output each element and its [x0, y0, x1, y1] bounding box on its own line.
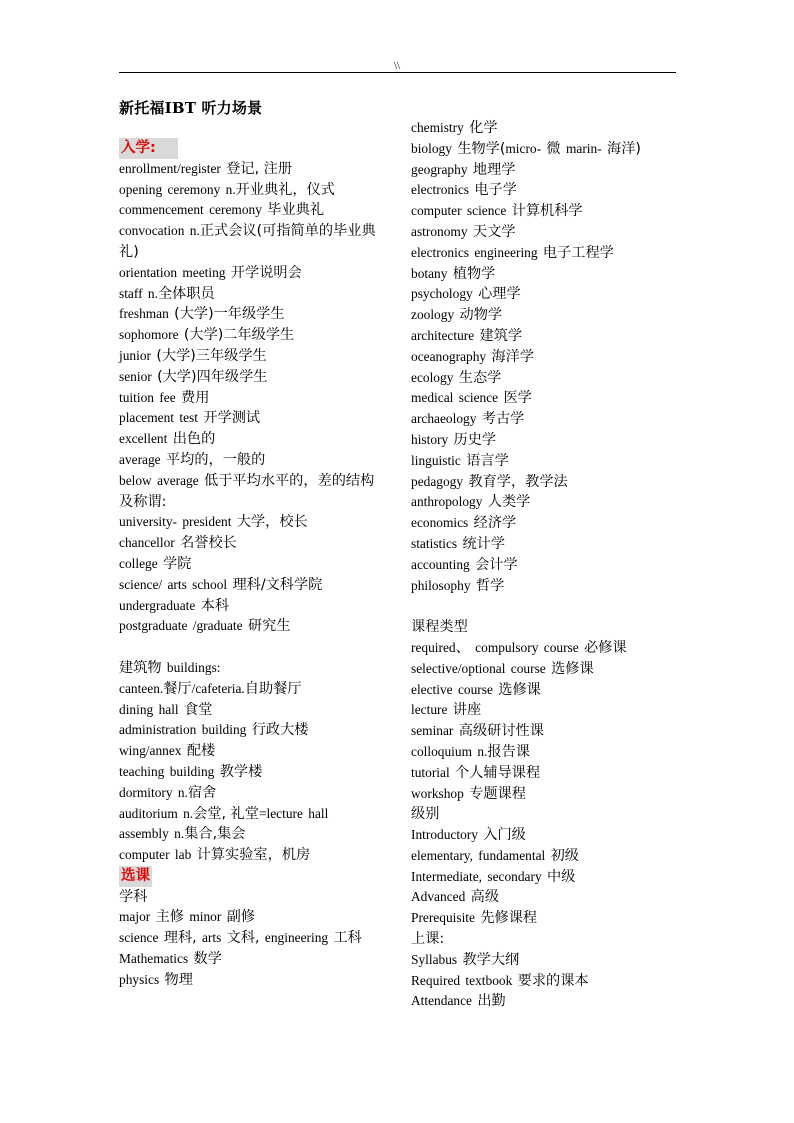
term-chinese: 统计学: [462, 535, 506, 552]
term-chinese: 自助餐厅: [244, 680, 302, 697]
term-chinese: 集合,集会: [184, 826, 246, 843]
term-chinese: 专题课程: [469, 785, 526, 802]
vocab-entry: [411, 742, 691, 763]
term-english: chemistry: [411, 120, 470, 135]
term-english: chancellor: [119, 535, 181, 551]
term-chinese: 中级: [546, 868, 576, 885]
term-chinese: 海洋学: [491, 348, 535, 365]
term-english: junior: [119, 347, 157, 363]
term-english: elementary, fundamental: [411, 847, 551, 863]
term-english: administration building: [119, 722, 252, 738]
term-english: medical science: [411, 390, 504, 406]
term-english: computer science: [411, 203, 512, 219]
term-chinese: 餐厅: [163, 680, 192, 697]
term-english: major: [119, 909, 156, 925]
term-english: =lecture hall: [258, 805, 329, 821]
term-english: orientation meeting: [119, 264, 231, 280]
term-english: excellent: [119, 431, 173, 447]
term-chinese: 数学: [193, 951, 222, 968]
term-english: oceanography: [411, 348, 492, 364]
term-chinese: 天文学: [472, 223, 516, 240]
vocab-entry: [411, 139, 691, 160]
vocab-entry: [119, 783, 387, 804]
term-chinese: 植物学: [452, 265, 496, 282]
page-title: 新托福IBT 听力场景: [119, 99, 263, 117]
vocab-entry: [119, 221, 387, 263]
term-english: /cafeteria.: [191, 680, 245, 696]
term-chinese: 开学说明会: [230, 264, 302, 281]
term-english: placement test: [119, 410, 204, 426]
term-chinese: 初级: [550, 847, 579, 864]
term-english: university- president: [119, 514, 237, 530]
subsection-heading-label: 级别: [411, 806, 440, 823]
term-chinese: 大学，校长: [236, 514, 308, 531]
vocab-entry: [119, 304, 387, 325]
term-chinese: 海洋): [607, 140, 641, 157]
term-chinese: 登记, 注册: [226, 160, 293, 177]
vocab-entry: [411, 430, 691, 451]
term-english: elective course: [411, 681, 499, 697]
subsection-heading: [411, 804, 691, 825]
term-english: economics: [411, 515, 474, 531]
term-english: astronomy: [411, 223, 473, 239]
term-english: lecture: [411, 702, 453, 718]
vocab-entry: [119, 200, 387, 221]
vocab-entry: [411, 867, 691, 888]
term-english: arts: [196, 930, 227, 946]
term-english: below average: [119, 472, 205, 488]
term-chinese: 动物学: [459, 307, 503, 324]
vocab-entry: [119, 658, 387, 679]
vocab-entry: [119, 845, 387, 866]
term-english: Introductory: [411, 827, 484, 843]
term-english: ecology: [411, 369, 459, 385]
term-english: minor: [183, 909, 227, 925]
term-english: college: [119, 555, 164, 571]
vocab-entry: [119, 159, 387, 180]
term-chinese: 入门级: [483, 827, 526, 844]
subsection-heading-label: 学科: [119, 888, 148, 905]
vocab-entry: [119, 533, 387, 554]
vocab-entry: [411, 472, 691, 493]
vocab-entry: [411, 680, 691, 701]
term-chinese: 高级: [470, 889, 500, 906]
term-english: tuition fee: [119, 389, 182, 405]
term-english: geography: [411, 161, 473, 177]
section-heading: [119, 138, 387, 159]
term-english: required: [411, 639, 456, 655]
term-english: philosophy: [411, 577, 476, 593]
vocab-entry: [411, 638, 691, 659]
vocab-entry: [119, 512, 387, 533]
vocab-entry: [411, 222, 691, 243]
vocab-entry: [411, 243, 691, 264]
term-english: Required textbook: [411, 972, 518, 988]
vocab-entry: [411, 534, 691, 555]
term-english: undergraduate: [119, 597, 201, 613]
term-english: Prerequisite: [411, 910, 481, 926]
vocab-entry: [119, 180, 387, 201]
term-chinese: 选修课: [551, 660, 594, 677]
vocab-entry: [119, 949, 387, 970]
term-chinese: 低于平均水平的，差的结构及称谓:: [119, 472, 375, 510]
term-chinese: 主修: [155, 909, 184, 926]
term-english: wing/annex: [119, 743, 187, 759]
term-chinese: 、: [455, 639, 470, 656]
term-english: accounting: [411, 556, 476, 572]
vocab-entry: [411, 305, 691, 326]
vocab-entry: [411, 950, 691, 971]
term-english: teaching building: [119, 763, 220, 779]
vocab-entry: [119, 554, 387, 575]
term-chinese: 本科: [200, 597, 230, 614]
term-english: Intermediate, secondary: [411, 868, 547, 884]
vocab-entry: [119, 388, 387, 409]
vocab-entry: [411, 887, 691, 908]
term-english: history: [411, 431, 454, 447]
term-english: compulsory course: [469, 639, 585, 655]
vocab-entry: [119, 346, 387, 367]
term-chinese: 工科: [333, 930, 362, 947]
term-english: seminar: [411, 723, 459, 739]
term-chinese: 物理: [164, 971, 193, 988]
term-chinese: 哲学: [475, 577, 505, 594]
term-english: workshop: [411, 785, 470, 801]
vocab-entry: [119, 804, 387, 825]
section-heading-label: 入学:: [119, 138, 178, 159]
term-chinese: 历史学: [453, 431, 497, 448]
blank-line: [119, 637, 387, 658]
term-chinese: 建筑物: [119, 659, 162, 676]
term-english: Advanced: [411, 889, 471, 905]
term-chinese: 学院: [163, 555, 192, 572]
term-english: commencement ceremony: [119, 202, 268, 218]
vocab-entry: [411, 763, 691, 784]
term-chinese: 食堂: [184, 701, 213, 718]
term-chinese: 先修课程: [480, 910, 538, 927]
term-chinese: (大学)二年级学生: [183, 327, 295, 344]
vocab-entry: [411, 264, 691, 285]
term-english: buildings:: [161, 659, 221, 675]
vocab-entry: [411, 991, 691, 1012]
term-chinese: 理科/文科学院: [232, 576, 323, 593]
vocab-entry: [411, 555, 691, 576]
term-chinese: 计算机科学: [511, 203, 583, 220]
vocab-entry: [119, 367, 387, 388]
term-chinese: 个人辅导课程: [455, 764, 541, 781]
term-english: enrollment/register: [119, 160, 227, 176]
vocab-entry: [119, 263, 387, 284]
term-chinese: 宿舍: [187, 784, 217, 801]
term-english: staff n.: [119, 285, 158, 301]
term-english: selective/optional course: [411, 660, 552, 676]
term-chinese: 平均的，一般的: [165, 451, 266, 468]
term-chinese: 讲座: [452, 702, 482, 719]
term-chinese: 医学: [503, 390, 532, 407]
term-chinese: (大学)三年级学生: [156, 347, 267, 364]
term-chinese: 建筑学: [479, 327, 523, 344]
term-english: colloquium n.: [411, 743, 488, 759]
term-chinese: 微: [546, 140, 561, 157]
blank-line: [411, 596, 691, 617]
term-chinese: 高级研讨性课: [458, 723, 544, 740]
term-chinese: (大学)四年级学生: [157, 368, 268, 385]
vocab-entry: [411, 659, 691, 680]
term-chinese: 经济学: [473, 515, 517, 532]
term-chinese: 要求的课本: [517, 972, 589, 989]
vocab-entry: [411, 409, 691, 430]
term-english: dormitory n.: [119, 784, 188, 800]
term-english: sophomore: [119, 327, 184, 343]
vocab-entry: [411, 513, 691, 534]
term-chinese: 教育学，教学法: [468, 473, 568, 490]
term-chinese: 费用: [181, 389, 210, 406]
term-english: Syllabus: [411, 951, 463, 967]
subsection-heading-label: 上课:: [411, 931, 445, 948]
vocab-entry: [119, 762, 387, 783]
term-english: senior: [119, 368, 158, 384]
term-english: auditorium n.: [119, 805, 194, 821]
vocab-entry: [411, 451, 691, 472]
term-chinese: 毕业典礼: [267, 202, 325, 219]
term-english: electronics engineering: [411, 244, 543, 260]
vocab-entry: [411, 721, 691, 742]
vocab-entry: [119, 907, 387, 928]
vocab-entry: [119, 679, 387, 700]
vocab-entry: [119, 824, 387, 845]
vocab-entry: [119, 720, 387, 741]
term-english: physics: [119, 971, 165, 987]
vocab-entry: [411, 201, 691, 222]
vocab-entry: [411, 784, 691, 805]
term-chinese: 考古学: [481, 411, 525, 428]
term-english: pedagogy: [411, 473, 469, 489]
term-english: convocation n.: [119, 223, 200, 239]
term-chinese: 行政大楼: [251, 722, 309, 739]
vocab-entry: [119, 325, 387, 346]
section-heading: [119, 866, 387, 887]
vocab-entry: [411, 368, 691, 389]
term-english: architecture: [411, 327, 480, 343]
vocab-entry: [119, 741, 387, 762]
vocab-entry: [119, 596, 387, 617]
term-chinese: 电子学: [474, 182, 517, 199]
term-chinese: 开业典礼，仪式: [235, 181, 335, 198]
term-english: micro-: [505, 140, 547, 156]
term-chinese: 报告课: [487, 743, 530, 760]
subsection-heading: [119, 887, 387, 908]
term-chinese: 名誉校长: [180, 535, 237, 552]
term-english: assembly n.: [119, 826, 185, 842]
vocab-entry: [411, 576, 691, 597]
vocab-entry: [119, 928, 387, 949]
term-english: opening ceremony n.: [119, 181, 236, 197]
term-chinese: 化学: [469, 120, 498, 136]
term-chinese: 地理学: [472, 161, 516, 178]
term-english: science/ arts school: [119, 576, 233, 592]
term-english: freshman: [119, 306, 175, 322]
term-chinese: 生物学(: [457, 140, 506, 157]
term-english: psychology: [411, 286, 479, 302]
vocab-entry: [411, 118, 691, 139]
term-chinese: 理科,: [163, 930, 197, 947]
term-chinese: 研究生: [247, 618, 291, 635]
term-english: tutorial: [411, 764, 456, 780]
vocab-entry: [411, 908, 691, 929]
vocab-entry: [119, 616, 387, 637]
vocab-entry: [411, 160, 691, 181]
term-chinese: 会计学: [475, 556, 518, 573]
term-chinese: 文科,: [226, 930, 260, 947]
term-chinese: 正式会议(可指简单的毕业典礼): [119, 223, 376, 260]
term-english: biology: [411, 140, 458, 156]
subsection-heading: [411, 617, 691, 638]
term-chinese: 教学大纲: [462, 951, 520, 968]
term-english: canteen.: [119, 680, 164, 696]
term-english: marin-: [560, 140, 608, 156]
vocab-entry: [119, 471, 387, 513]
term-english: zoology: [411, 307, 460, 323]
vocab-entry: [411, 347, 691, 368]
term-chinese: 计算实验室，机房: [196, 847, 311, 864]
vocab-entry: [119, 429, 387, 450]
term-chinese: 开学测试: [203, 410, 261, 427]
vocab-entry: [411, 700, 691, 721]
term-chinese: 出勤: [477, 993, 506, 1010]
term-english: dining hall: [119, 701, 184, 717]
term-english: postgraduate /graduate: [119, 618, 248, 634]
left-column: [119, 138, 387, 991]
vocab-entry: [411, 846, 691, 867]
vocab-entry: [411, 825, 691, 846]
vocab-entry: [411, 326, 691, 347]
term-chinese: 全体职员: [157, 285, 215, 302]
term-chinese: 语言学: [466, 452, 509, 469]
right-column: [411, 118, 691, 1012]
term-english: linguistic: [411, 452, 467, 468]
vocab-entry: [119, 408, 387, 429]
term-chinese: 会堂, 礼堂: [193, 805, 259, 822]
term-chinese: 人类学: [487, 494, 531, 511]
vocab-entry: [411, 388, 691, 409]
term-english: Mathematics: [119, 951, 194, 967]
subsection-heading-label: 课程类型: [411, 619, 468, 636]
term-chinese: 心理学: [478, 286, 521, 303]
term-english: engineering: [259, 930, 334, 946]
term-chinese: 选修课: [498, 681, 541, 698]
term-chinese: 电子工程学: [542, 244, 614, 261]
vocab-entry: [119, 575, 387, 596]
vocab-entry: [411, 971, 691, 992]
term-english: archaeology: [411, 411, 482, 427]
term-english: average: [119, 451, 166, 467]
term-chinese: 生态学: [458, 369, 502, 386]
term-chinese: 教学楼: [219, 763, 263, 780]
vocab-entry: [119, 450, 387, 471]
term-english: Attendance: [411, 993, 478, 1009]
term-english: anthropology: [411, 494, 488, 510]
term-english: electronics: [411, 182, 475, 198]
vocab-entry: [119, 970, 387, 991]
vocab-entry: [411, 180, 691, 201]
term-english: science: [119, 930, 164, 946]
term-chinese: (大学)一年级学生: [174, 306, 285, 323]
vocab-entry: [411, 284, 691, 305]
vocab-entry: [119, 284, 387, 305]
term-chinese: 必修课: [584, 639, 627, 656]
term-english: statistics: [411, 535, 463, 551]
header-mark: \\: [393, 60, 401, 72]
term-chinese: 副修: [226, 909, 256, 926]
vocab-entry: [119, 700, 387, 721]
section-heading-label: 选课: [119, 866, 152, 887]
vocab-entry: [411, 492, 691, 513]
subsection-heading: [411, 929, 691, 950]
term-english: computer lab: [119, 847, 197, 863]
term-chinese: 配楼: [186, 743, 216, 760]
term-english: botany: [411, 265, 453, 281]
term-chinese: 出色的: [172, 431, 216, 448]
header-rule: [119, 72, 676, 73]
